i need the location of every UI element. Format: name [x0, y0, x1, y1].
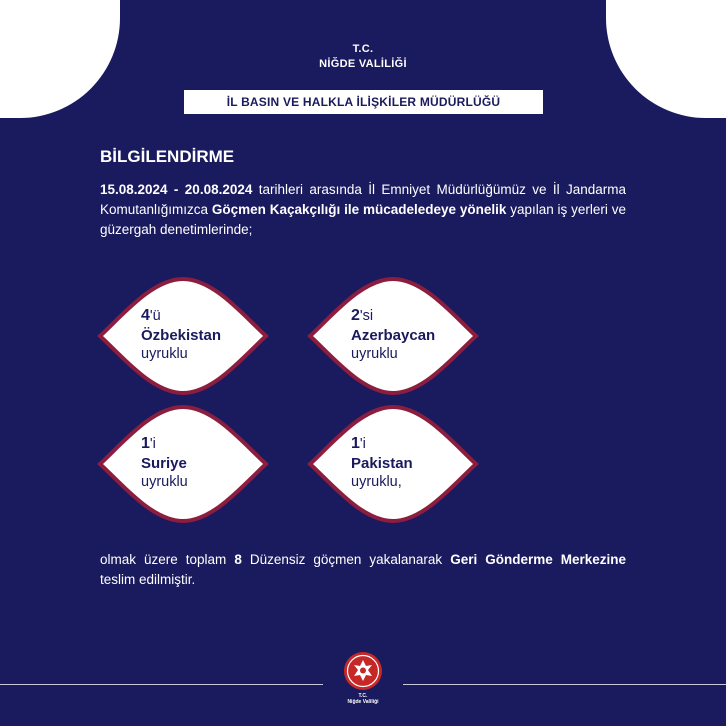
department-banner: İL BASIN VE HALKLA İLİŞKİLER MÜDÜRLÜĞÜ: [184, 90, 543, 114]
card-country: Pakistan: [351, 455, 413, 472]
footer-divider-left: [0, 684, 323, 685]
card-nationality: uyruklu: [141, 474, 188, 490]
nationality-card-syria: [96, 404, 270, 524]
outro-paragraph: [100, 550, 626, 590]
card-count-suffix: 'si: [359, 308, 374, 324]
card-nationality: uyruklu: [141, 346, 188, 362]
intro-text-2: yapılan iş yerleri ve güzergah denetimlerinde;: [100, 202, 626, 237]
intro-text-1: tarihleri arasında İl Emniyet Müdürlüğümüz ve İl Jandarma Komutanlığımızca: [100, 182, 626, 217]
organization-title: [0, 42, 726, 72]
niğde-valiliği-emblem-icon: [343, 651, 383, 691]
page-heading: BİLGİLENDİRME: [100, 147, 235, 166]
card-country: Azerbaycan: [351, 327, 436, 344]
intro-highlight: Göçmen Kaçakçılığı ile mücadeledeye yönelik: [211, 202, 507, 217]
intro-dates: 15.08.2024 - 20.08.2024: [100, 182, 253, 197]
intro-paragraph: [100, 180, 626, 240]
org-line-governorship: NİĞDE VALİLİĞİ: [319, 58, 407, 70]
logo-caption-tc: T.C.: [358, 693, 368, 699]
nationality-card-azerbaijan: [306, 276, 480, 396]
card-nationality: uyruklu: [351, 346, 398, 362]
outro-text-2: Düzensiz göçmen yakalanarak: [241, 552, 451, 567]
card-count-suffix: 'ü: [149, 308, 161, 324]
card-country: Özbekistan: [141, 327, 222, 344]
footer-divider-right: [403, 684, 726, 685]
card-count-suffix: 'i: [149, 436, 156, 452]
card-count: 1: [141, 435, 150, 452]
nationality-card-uzbekistan: [96, 276, 270, 396]
card-count-suffix: 'i: [359, 436, 366, 452]
card-count: 1: [351, 435, 360, 452]
nationality-card-pakistan: [306, 404, 480, 524]
outro-text-3: teslim edilmiştir.: [100, 572, 196, 587]
footer-logo-caption: [0, 693, 726, 705]
card-count: 4: [141, 307, 150, 324]
outro-highlight: Geri Gönderme Merkezine: [450, 552, 626, 567]
card-country: Suriye: [141, 455, 187, 472]
logo-caption-name: Niğde Valiliği: [347, 699, 379, 705]
outro-total: 8: [234, 552, 242, 567]
card-count: 2: [351, 307, 360, 324]
outro-text-1: olmak üzere toplam: [100, 552, 235, 567]
card-nationality: uyruklu,: [351, 474, 402, 490]
org-line-tc: T.C.: [352, 43, 374, 55]
